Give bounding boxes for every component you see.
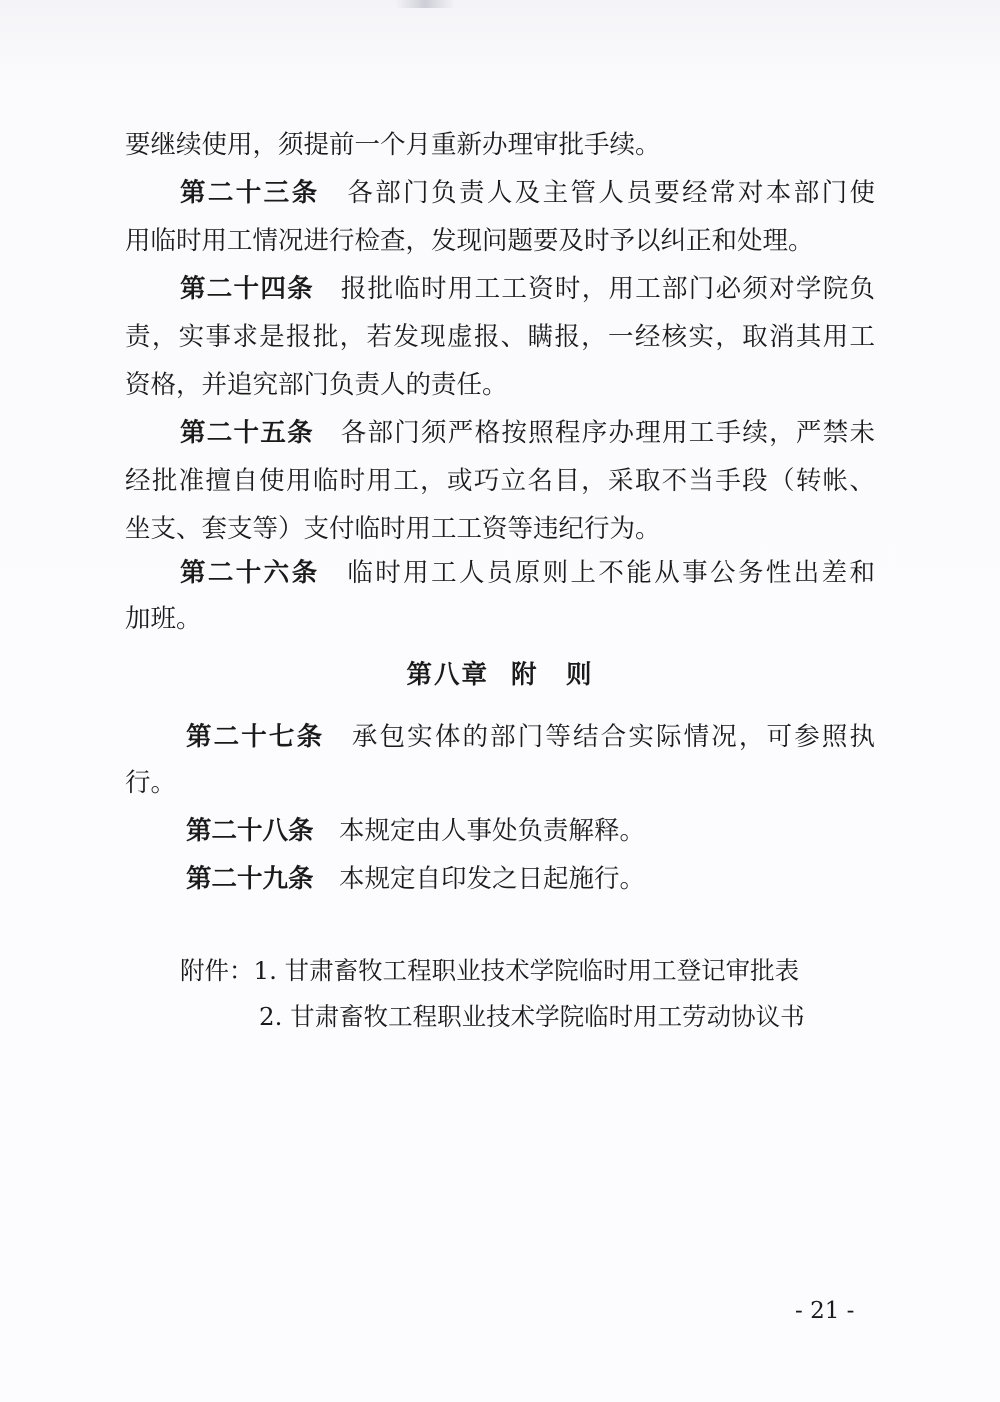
attachments-line-1 bbox=[180, 954, 799, 988]
scan-artifact bbox=[395, 0, 455, 8]
article-24-heading: 第二十四条 bbox=[180, 274, 314, 304]
attachment-item-2: 2. 甘肃畜牧工程职业技术学院临时用工劳动协议书 bbox=[259, 1002, 805, 1031]
article-28-text: 本规定由人事处负责解释。 bbox=[339, 816, 646, 846]
article-23-line-2: 用临时用工情况进行检查，发现问题要及时予以纠正和处理。 bbox=[125, 226, 814, 256]
article-29-text: 本规定自印发之日起施行。 bbox=[339, 864, 646, 894]
article-24-line-2: 责，实事求是报批，若发现虚报、瞒报，一经核实，取消其用工 bbox=[125, 322, 875, 352]
article-23-heading: 第二十三条 bbox=[180, 178, 320, 208]
article-25-line-2: 经批准擅自使用临时用工，或巧立名目，采取不当手段（转帐、 bbox=[125, 466, 875, 496]
article-25-line-3: 坐支、套支等）支付临时用工工资等违纪行为。 bbox=[125, 514, 661, 544]
article-24-text: 报批临时用工工资时，用工部门必须对学院负 bbox=[340, 274, 875, 304]
article-28-line bbox=[186, 814, 936, 848]
article-27-heading: 第二十七条 bbox=[186, 722, 325, 752]
article-24-line-1 bbox=[180, 272, 875, 306]
chapter-number: 第八章 bbox=[406, 660, 489, 690]
chapter-heading bbox=[0, 658, 1000, 692]
article-27-text: 承包实体的部门等结合实际情况，可参照执 bbox=[351, 722, 875, 752]
chapter-title: 附 则 bbox=[511, 660, 594, 690]
article-26-line-1 bbox=[180, 556, 875, 590]
article-26-text: 临时用工人员原则上不能从事公务性出差和 bbox=[347, 558, 875, 588]
article-29-line bbox=[186, 862, 936, 896]
article-24-line-3: 资格，并追究部门负责人的责任。 bbox=[125, 370, 508, 400]
page-number: - 21 - bbox=[795, 1298, 855, 1324]
paragraph-continuation: 要继续使用，须提前一个月重新办理审批手续。 bbox=[125, 130, 661, 160]
article-25-line-1 bbox=[180, 416, 875, 450]
attachment-item-1: 1. 甘肃畜牧工程职业技术学院临时用工登记审批表 bbox=[253, 956, 800, 985]
article-29-heading: 第二十九条 bbox=[186, 864, 314, 894]
article-23-line-1 bbox=[180, 176, 875, 210]
article-26-line-2: 加班。 bbox=[125, 604, 202, 634]
article-27-line-1 bbox=[186, 720, 875, 754]
article-26-heading: 第二十六条 bbox=[180, 558, 320, 588]
article-23-text: 各部门负责人及主管人员要经常对本部门使 bbox=[347, 178, 875, 208]
article-27-line-2: 行。 bbox=[125, 768, 177, 798]
article-25-text: 各部门须严格按照程序办理用工手续，严禁未 bbox=[340, 418, 875, 448]
attachments-label: 附件： bbox=[180, 956, 254, 985]
article-28-heading: 第二十八条 bbox=[186, 816, 314, 846]
article-25-heading: 第二十五条 bbox=[180, 418, 314, 448]
